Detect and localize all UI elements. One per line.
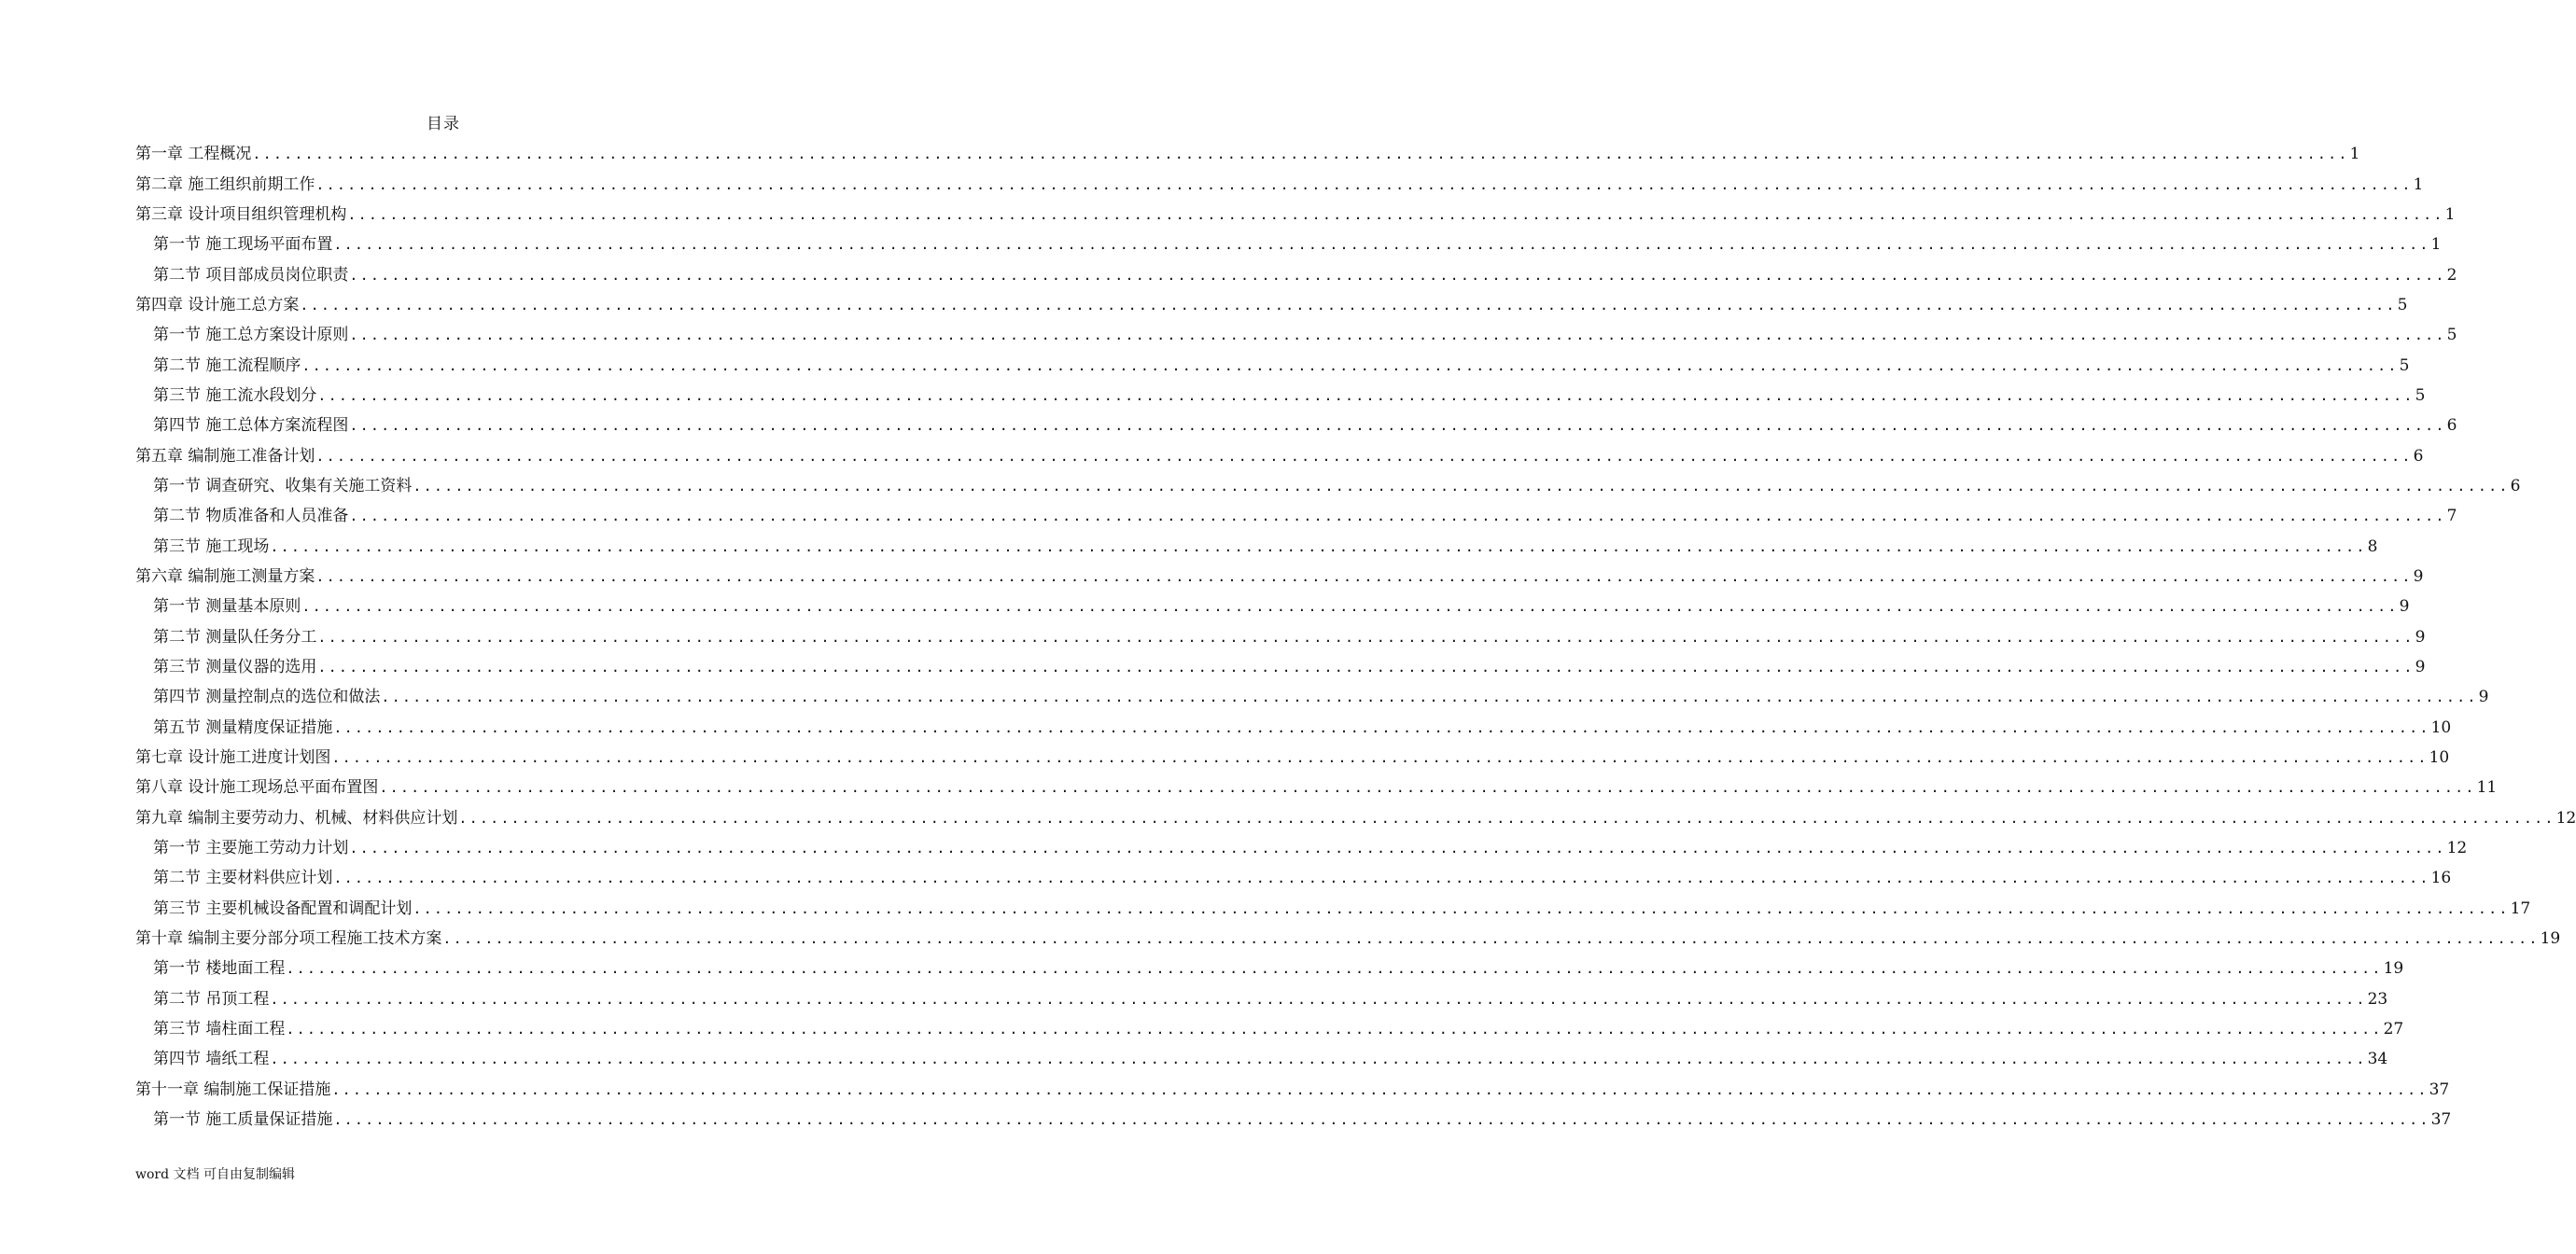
- toc-entry-label: 第四节 测量控制点的选位和做法: [153, 688, 381, 707]
- toc-chapter-entry[interactable]: [135, 440, 2424, 470]
- toc-section-entry[interactable]: [135, 622, 2426, 652]
- toc-entry-page-number: 23: [2367, 989, 2388, 1009]
- toc-entry-page-number: 1: [2413, 174, 2424, 194]
- toc-entry-label: 第四节 墙纸工程: [153, 1050, 270, 1069]
- toc-chapter-entry[interactable]: [135, 743, 2450, 773]
- toc-section-entry[interactable]: [135, 259, 2457, 289]
- toc-entry-label: 第二章 施工组织前期工作: [135, 174, 315, 194]
- toc-entry-page-number: 10: [2430, 718, 2452, 737]
- toc-entry-label: 第二节 主要材料供应计划: [153, 869, 333, 888]
- toc-entry-label: 第三节 主要机械设备配置和调配计划: [153, 899, 413, 918]
- toc-entry-page-number: 2: [2446, 265, 2457, 285]
- toc-chapter-entry[interactable]: [135, 290, 2408, 320]
- toc-entry-page-number: 17: [2510, 899, 2531, 918]
- toc-chapter-entry[interactable]: [135, 803, 2576, 833]
- toc-section-entry[interactable]: [135, 230, 2442, 259]
- toc-dot-leader: ........................................................................................................................................................................................................: [349, 840, 2446, 857]
- toc-list: [135, 139, 2576, 1135]
- toc-section-entry[interactable]: [135, 471, 2521, 501]
- toc-entry-label: 第一节 施工总方案设计原则: [153, 326, 349, 345]
- toc-section-entry[interactable]: [135, 713, 2452, 743]
- toc-dot-leader: ........................................................................................................................................................................................................: [349, 417, 2446, 435]
- toc-entry-label: 第五章 编制施工准备计划: [135, 446, 315, 466]
- toc-entry-page-number: 1: [2444, 204, 2456, 224]
- toc-entry-page-number: 34: [2367, 1050, 2388, 1069]
- toc-entry-page-number: 6: [2510, 476, 2521, 495]
- toc-section-entry[interactable]: [135, 350, 2410, 380]
- toc-dot-leader: ........................................................................................................................................................................................................: [317, 628, 2415, 646]
- toc-entry-label: 第六章 编制施工测量方案: [135, 566, 315, 586]
- toc-entry-page-number: 6: [2413, 446, 2424, 466]
- toc-entry-label: 第一节 主要施工劳动力计划: [153, 839, 349, 858]
- toc-section-entry[interactable]: [135, 1044, 2388, 1074]
- toc-entry-page-number: 9: [2399, 597, 2410, 617]
- toc-section-entry[interactable]: [135, 984, 2388, 1014]
- toc-dot-leader: ........................................................................................................................................................................................................: [315, 567, 2413, 585]
- toc-entry-page-number: 6: [2446, 416, 2457, 436]
- toc-section-entry[interactable]: [135, 863, 2452, 893]
- toc-entry-page-number: 7: [2446, 507, 2457, 526]
- toc-entry-page-number: 9: [2478, 688, 2489, 707]
- page-footer: word 文档 可自由复制编辑: [135, 1167, 295, 1182]
- toc-dot-leader: ........................................................................................................................................................................................................: [442, 930, 2540, 948]
- toc-dot-leader: ........................................................................................................................................................................................................: [381, 689, 2478, 706]
- toc-entry-page-number: 5: [2397, 295, 2408, 314]
- toc-entry-page-number: 10: [2429, 748, 2450, 768]
- toc-dot-leader: ........................................................................................................................................................................................................: [270, 537, 2367, 555]
- toc-entry-page-number: 5: [2399, 355, 2410, 375]
- toc-entry-page-number: 16: [2430, 869, 2452, 888]
- toc-entry-label: 第一节 施工现场平面布置: [153, 235, 333, 255]
- toc-entry-label: 第四章 设计施工总方案: [135, 295, 300, 314]
- toc-entry-label: 第一节 楼地面工程: [153, 959, 286, 979]
- toc-entry-page-number: 11: [2476, 778, 2498, 798]
- toc-dot-leader: ........................................................................................................................................................................................................: [301, 598, 2399, 616]
- toc-entry-label: 第十章 编制主要分部分项工程施工技术方案: [135, 929, 442, 949]
- toc-entry-label: 第四节 施工总体方案流程图: [153, 416, 349, 436]
- toc-entry-label: 第二节 吊顶工程: [153, 989, 270, 1009]
- toc-section-entry[interactable]: [135, 1105, 2452, 1135]
- toc-entry-page-number: 9: [2415, 658, 2426, 677]
- toc-section-entry[interactable]: [135, 652, 2426, 682]
- toc-section-entry[interactable]: [135, 954, 2404, 983]
- toc-dot-leader: ........................................................................................................................................................................................................: [317, 659, 2415, 676]
- toc-chapter-entry[interactable]: [135, 773, 2498, 802]
- toc-entry-page-number: 9: [2413, 566, 2424, 586]
- toc-section-entry[interactable]: [135, 320, 2457, 350]
- toc-dot-leader: ........................................................................................................................................................................................................: [286, 960, 2383, 978]
- toc-section-entry[interactable]: [135, 531, 2378, 561]
- toc-entry-label: 第十一章 编制施工保证措施: [135, 1080, 331, 1099]
- toc-entry-label: 第五节 测量精度保证措施: [153, 718, 333, 737]
- toc-dot-leader: ........................................................................................................................................................................................................: [413, 477, 2510, 495]
- toc-entry-label: 第三节 墙柱面工程: [153, 1020, 286, 1039]
- toc-entry-page-number: 1: [2430, 235, 2442, 255]
- toc-entry-label: 第三节 测量仪器的选用: [153, 658, 317, 677]
- toc-dot-leader: ........................................................................................................................................................................................................: [252, 146, 2349, 163]
- toc-dot-leader: ........................................................................................................................................................................................................: [349, 327, 2446, 344]
- toc-entry-page-number: 37: [2429, 1080, 2450, 1099]
- toc-section-entry[interactable]: [135, 592, 2410, 621]
- toc-entry-label: 第九章 编制主要劳动力、机械、材料供应计划: [135, 808, 458, 828]
- toc-dot-leader: ........................................................................................................................................................................................................: [333, 1111, 2430, 1129]
- toc-entry-label: 第七章 设计施工进度计划图: [135, 748, 331, 768]
- toc-chapter-entry[interactable]: [135, 924, 2561, 954]
- toc-dot-leader: ........................................................................................................................................................................................................: [333, 870, 2430, 887]
- toc-entry-page-number: 5: [2446, 326, 2457, 345]
- toc-entry-label: 第二节 测量队任务分工: [153, 627, 317, 647]
- toc-dot-leader: ........................................................................................................................................................................................................: [286, 1021, 2383, 1038]
- toc-chapter-entry[interactable]: [135, 562, 2424, 592]
- toc-entry-page-number: 19: [2383, 959, 2404, 979]
- toc-chapter-entry[interactable]: [135, 200, 2456, 230]
- toc-section-entry[interactable]: [135, 501, 2457, 531]
- toc-dot-leader: ........................................................................................................................................................................................................: [315, 175, 2413, 193]
- toc-entry-label: 第二节 项目部成员岗位职责: [153, 265, 349, 285]
- toc-dot-leader: ........................................................................................................................................................................................................: [413, 899, 2510, 917]
- toc-entry-label: 第二节 物质准备和人员准备: [153, 507, 349, 526]
- toc-dot-leader: ........................................................................................................................................................................................................: [349, 266, 2446, 284]
- toc-entry-page-number: 19: [2540, 929, 2561, 949]
- toc-dot-leader: ........................................................................................................................................................................................................: [331, 1080, 2429, 1098]
- toc-section-entry[interactable]: [135, 381, 2426, 411]
- toc-entry-page-number: 5: [2415, 385, 2426, 405]
- toc-dot-leader: ........................................................................................................................................................................................................: [333, 236, 2430, 254]
- toc-dot-leader: ........................................................................................................................................................................................................: [347, 205, 2444, 223]
- toc-dot-leader: ........................................................................................................................................................................................................: [270, 1051, 2367, 1068]
- toc-dot-leader: ........................................................................................................................................................................................................: [379, 779, 2476, 797]
- toc-dot-leader: ........................................................................................................................................................................................................: [349, 508, 2446, 525]
- toc-entry-page-number: 1: [2349, 145, 2360, 164]
- toc-dot-leader: ........................................................................................................................................................................................................: [300, 296, 2397, 314]
- toc-dot-leader: ........................................................................................................................................................................................................: [301, 356, 2399, 374]
- toc-dot-leader: ........................................................................................................................................................................................................: [458, 809, 2555, 827]
- toc-chapter-entry[interactable]: [135, 139, 2360, 169]
- toc-section-entry[interactable]: [135, 833, 2468, 863]
- toc-entry-label: 第三章 设计项目组织管理机构: [135, 204, 347, 224]
- toc-entry-page-number: 9: [2415, 627, 2426, 647]
- toc-entry-page-number: 12: [2555, 808, 2576, 828]
- toc-entry-page-number: 37: [2430, 1110, 2452, 1130]
- toc-chapter-entry[interactable]: [135, 1075, 2450, 1105]
- toc-dot-leader: ........................................................................................................................................................................................................: [315, 447, 2413, 465]
- toc-entry-label: 第一节 施工质量保证措施: [153, 1110, 333, 1130]
- toc-entry-label: 第一节 测量基本原则: [153, 597, 301, 617]
- toc-entry-label: 第三节 施工现场: [153, 536, 270, 556]
- toc-entry-page-number: 8: [2367, 536, 2378, 556]
- toc-section-entry[interactable]: [135, 1014, 2404, 1044]
- toc-section-entry[interactable]: [135, 682, 2489, 712]
- toc-section-entry[interactable]: [135, 894, 2531, 924]
- toc-section-entry[interactable]: [135, 411, 2457, 440]
- toc-entry-label: 第一章 工程概况: [135, 145, 252, 164]
- toc-entry-page-number: 12: [2446, 839, 2468, 858]
- toc-chapter-entry[interactable]: [135, 169, 2424, 199]
- toc-entry-page-number: 27: [2383, 1020, 2404, 1039]
- toc-title: 目录: [427, 115, 460, 133]
- toc-dot-leader: ........................................................................................................................................................................................................: [317, 386, 2415, 404]
- toc-entry-label: 第三节 施工流水段划分: [153, 385, 317, 405]
- toc-dot-leader: ........................................................................................................................................................................................................: [333, 718, 2430, 736]
- toc-dot-leader: ........................................................................................................................................................................................................: [270, 990, 2367, 1008]
- toc-entry-label: 第二节 施工流程顺序: [153, 355, 301, 375]
- toc-dot-leader: ........................................................................................................................................................................................................: [331, 749, 2429, 767]
- toc-entry-label: 第八章 设计施工现场总平面布置图: [135, 778, 379, 798]
- toc-entry-label: 第一节 调查研究、收集有关施工资料: [153, 476, 413, 495]
